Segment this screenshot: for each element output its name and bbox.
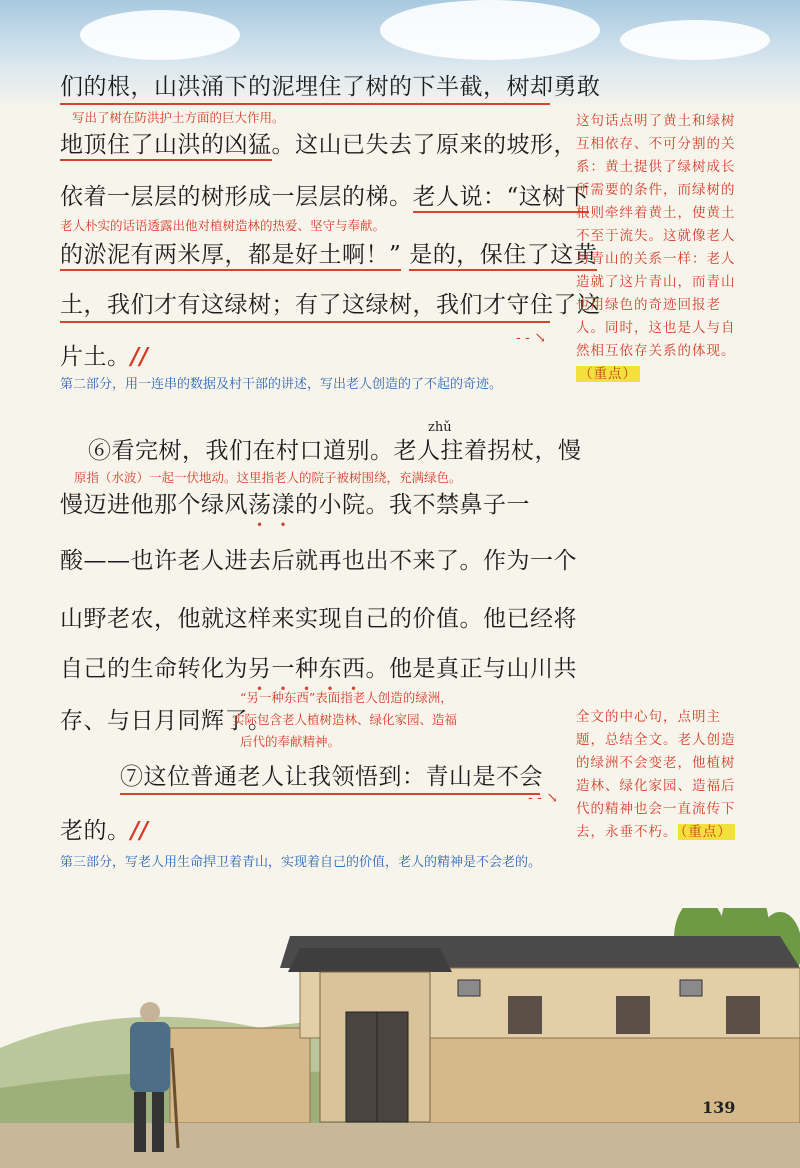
text-line-2 [60, 130, 577, 160]
text-line-14-text: 老的。 [60, 818, 131, 844]
side-note-1-text: 这句话点明了黄土和绿树互相依存、不可分割的关系：黄土提供了绿树成长所需要的条件，而绿树的根则牵绊着黄土，使黄土不至于流失。这就像老人与青山的关系一样：老人造就了这片青山，而青山也用绿色的奇迹回报老人。同时，这也是人与自然相互依存关系的体现。 [576, 113, 736, 359]
text-line-6 [60, 342, 550, 372]
emphasis-another-thing: 另一种东西 [248, 656, 366, 682]
text-line-7: ⑥看完树，我们在村口道别。老人拄着拐杖，慢 [88, 438, 582, 464]
annotation-dangyang: 原指（水波）一起一伏地动。这里指老人的院子被树围绕，充满绿色。 [74, 470, 462, 485]
text-line-3-underlined: 老人说：“这树下 [413, 184, 590, 213]
summary-part-three: 第三部分，写老人用生命捍卫着青山，实现着自己的价值，老人的精神是不会老的。 [60, 855, 542, 870]
text-line-4 [60, 240, 598, 270]
side-note-2 [576, 706, 748, 844]
text-line-2-rest: 。这山已失去了原来的坡形， [271, 132, 577, 158]
village-house-illustration [0, 908, 800, 1168]
annotation-another-thing-1: “另一种东西”表面指老人创造的绿洲， [240, 690, 453, 705]
arrow-icon-1: - - ↘ [516, 330, 547, 346]
text-line-3 [60, 182, 590, 212]
section-break-2: // [130, 817, 149, 844]
annotation-another-thing-2: 实际包含老人植树造林、绿化家园、造福 [232, 712, 458, 727]
key-badge-1: （重点） [576, 366, 640, 382]
emphasis-dangyang: 荡漾 [248, 492, 295, 518]
text-line-4-underlined-2: 是的，保住了这黄 [409, 242, 597, 271]
annotation-tree-flood: 写出了树在防洪护土方面的巨大作用。 [72, 110, 285, 125]
text-line-14 [60, 816, 550, 846]
section-break-1: // [130, 343, 149, 370]
text-line-9: 酸——也许老人进去后就再也出不来了。作为一个 [60, 548, 577, 574]
annotation-old-man-words: 老人朴实的话语透露出他对植树造林的热爱、坚守与奉献。 [60, 218, 386, 233]
text-line-12: 存、与日月同辉了。 [60, 708, 272, 734]
text-line-8 [60, 490, 550, 532]
text-line-1: 们的根，山洪涌下的泥埋住了树的下半截，树却勇敢 [60, 72, 550, 105]
side-note-2-text: 全文的中心句，点明主题，总结全文。老人创造的绿洲不会变老，他植树造林、绿化家园、造福后代的精神也会一直流传下去，永垂不朽。 [576, 709, 736, 840]
arrow-icon-2: - - ↘ [528, 790, 559, 806]
key-badge-2: （重点） [678, 824, 735, 840]
text-line-11-c: 。他是真正与山川共 [365, 656, 577, 682]
page-number: 139 [702, 1098, 736, 1117]
text-line-6-text: 片土。 [60, 344, 131, 370]
annotation-another-thing-3: 后代的奉献精神。 [240, 734, 341, 749]
text-line-4-underlined: 的淤泥有两米厚，都是好土啊！” [60, 242, 401, 271]
text-line-8-c: 的小院。我不禁鼻子一 [295, 492, 530, 518]
text-line-5: 土，我们才有这绿树；有了这绿树，我们才守住了这 [60, 290, 550, 323]
side-note-1 [576, 110, 748, 386]
text-line-8-a: 慢迈进他那个绿风 [60, 492, 248, 518]
text-line-13: ⑦这位普通老人让我领悟到：青山是不会 [120, 762, 540, 795]
text-line-2-underlined: 地顶住了山洪的凶猛 [60, 132, 272, 161]
text-line-3-start: 依着一层层的树形成一层层的梯。 [60, 184, 413, 210]
text-line-11-a: 自己的生命转化为 [60, 656, 248, 682]
summary-part-two: 第二部分，用一连串的数据及村干部的讲述，写出老人创造的了不起的奇迹。 [60, 377, 503, 392]
pinyin-zhu: zhǔ [428, 420, 452, 435]
text-line-10: 山野老农，他就这样来实现自己的价值。他已经将 [60, 606, 577, 632]
